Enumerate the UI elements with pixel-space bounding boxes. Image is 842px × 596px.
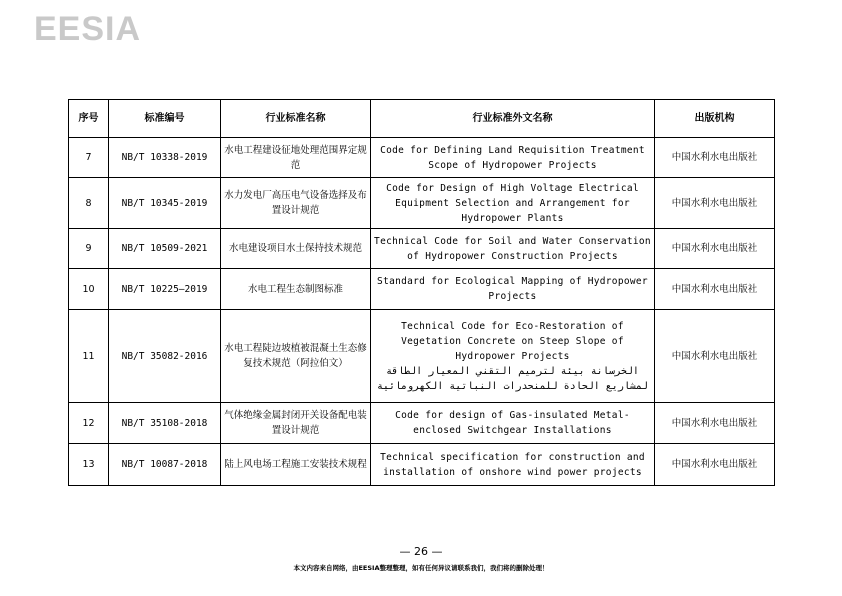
table-row xyxy=(69,178,775,229)
row-code: NB/T 10509-2021 xyxy=(109,229,221,269)
row-publisher: 中国水利水电出版社 xyxy=(655,403,775,444)
row-no: 13 xyxy=(69,444,109,486)
row-en-name: Technical specification for construction and installation of onshore wind power projects xyxy=(371,444,655,486)
row-name: 水电工程陡边坡植被混凝土生态修复技术规范（阿拉伯文） xyxy=(221,310,371,403)
row-en-name xyxy=(371,310,655,403)
row-no: 8 xyxy=(69,178,109,229)
row-publisher: 中国水利水电出版社 xyxy=(655,310,775,403)
row-name: 气体绝缘金属封闭开关设备配电装置设计规范 xyxy=(221,403,371,444)
table-row xyxy=(69,138,775,178)
table-row xyxy=(69,269,775,310)
page-number: — 26 — xyxy=(399,545,443,558)
row-no: 7 xyxy=(69,138,109,178)
header-en-name: 行业标准外文名称 xyxy=(371,100,655,138)
table-row xyxy=(69,444,775,486)
row-en-name: Code for Defining Land Requisition Treatment Scope of Hydropower Projects xyxy=(371,138,655,178)
footer-note: 本文内容来自网络，由EESIA整理整理，如有任何异议请联系我们，我们将的删除处理！ xyxy=(293,564,549,572)
row-code: NB/T 10087-2018 xyxy=(109,444,221,486)
row-en-name: Code for design of Gas-insulated Metal-enclosed Switchgear Installations xyxy=(371,403,655,444)
row-code: NB/T 35108-2018 xyxy=(109,403,221,444)
row-en-name: Standard for Ecological Mapping of Hydropower Projects xyxy=(371,269,655,310)
row-publisher: 中国水利水电出版社 xyxy=(655,229,775,269)
row-publisher: 中国水利水电出版社 xyxy=(655,178,775,229)
table-row xyxy=(69,310,775,403)
table-row xyxy=(69,229,775,269)
header-publisher: 出版机构 xyxy=(655,100,775,138)
row-no: 9 xyxy=(69,229,109,269)
row-en-text: Technical Code for Eco-Restoration of Vegetation Concrete on Steep Slope of Hydropower Projects xyxy=(401,320,624,362)
row-publisher: 中国水利水电出版社 xyxy=(655,269,775,310)
row-name: 水电工程生态制图标准 xyxy=(221,269,371,310)
table-header-row xyxy=(69,100,775,138)
row-name: 水电工程建设征地处理范围界定规范 xyxy=(221,138,371,178)
header-name: 行业标准名称 xyxy=(221,100,371,138)
row-no: 10 xyxy=(69,269,109,310)
row-publisher: 中国水利水电出版社 xyxy=(655,444,775,486)
row-en-name: Technical Code for Soil and Water Conservation of Hydropower Construction Projects xyxy=(371,229,655,269)
row-name: 水电建设项目水土保持技术规范 xyxy=(221,229,371,269)
eesia-logo: EESIA xyxy=(34,10,142,48)
standards-table xyxy=(68,99,775,486)
header-no: 序号 xyxy=(69,100,109,138)
table-row xyxy=(69,403,775,444)
row-arabic-text: الخرسانة بيئة لترميم التقني المعيار الطاقة لمشاريع الحادة للمنحدرات النباتية الكهرومائية xyxy=(377,365,648,392)
row-name: 陆上风电场工程施工安装技术规程 xyxy=(221,444,371,486)
header-code: 标准编号 xyxy=(109,100,221,138)
row-no: 12 xyxy=(69,403,109,444)
row-code: NB/T 10225—2019 xyxy=(109,269,221,310)
row-code: NB/T 10345-2019 xyxy=(109,178,221,229)
row-en-name: Code for Design of High Voltage Electrical Equipment Selection and Arrangement for Hydropower Plants xyxy=(371,178,655,229)
row-no: 11 xyxy=(69,310,109,403)
row-code: NB/T 35082-2016 xyxy=(109,310,221,403)
row-name: 水力发电厂高压电气设备选择及布置设计规范 xyxy=(221,178,371,229)
row-publisher: 中国水利水电出版社 xyxy=(655,138,775,178)
row-code: NB/T 10338-2019 xyxy=(109,138,221,178)
